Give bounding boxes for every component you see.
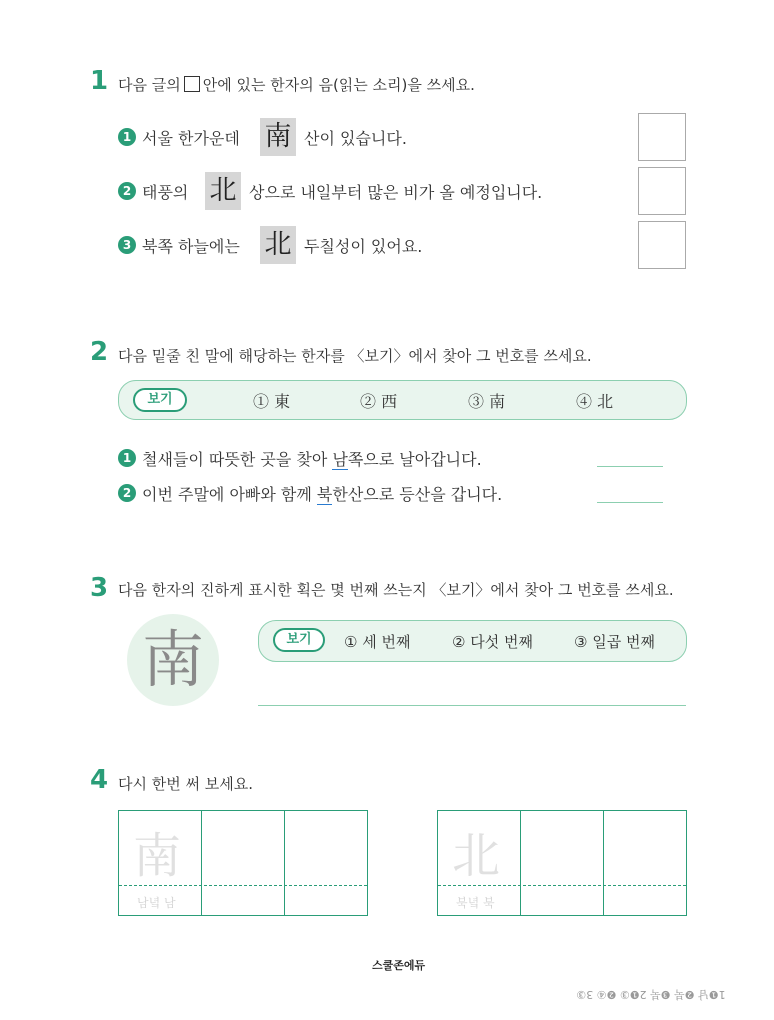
bogi-option: ① 세 번째: [344, 633, 411, 651]
bogi-option: ③ 일곱 번째: [574, 633, 655, 651]
bogi-option: ② 다섯 번째: [452, 633, 533, 651]
hanja-box: 北: [205, 172, 241, 210]
question-4-prompt: 다시 한번 써 보세요.: [118, 775, 253, 793]
item-text-after: 상으로 내일부터 많은 비가 올 예정입니다.: [249, 183, 543, 202]
prompt-before: 다음 글의: [118, 76, 181, 94]
trace-hanja: 南: [133, 828, 182, 884]
answer-line[interactable]: [258, 705, 686, 706]
item-number-badge: 1: [118, 449, 136, 467]
question-4-number: 4: [90, 765, 109, 795]
item-number-badge: 3: [118, 236, 136, 254]
trace-hanja: 北: [452, 828, 501, 884]
grid-cell-divider: [201, 811, 202, 915]
item-number-badge: 1: [118, 128, 136, 146]
writing-grid-nam: [118, 810, 368, 916]
item-text-before: 태풍의: [142, 183, 189, 202]
writing-grid-buk: [437, 810, 687, 916]
item-number-badge: 2: [118, 182, 136, 200]
publisher-logo: 스쿨존에듀: [372, 959, 426, 972]
grid-cell-divider: [603, 811, 604, 915]
item-number-badge: 2: [118, 484, 136, 502]
prompt-after: 안에 있는 한자의 음(읽는 소리)을 쓰세요.: [202, 76, 475, 94]
sentence-before: 철새들이 따뜻한 곳을 찾아: [142, 450, 333, 469]
question-1-number: 1: [90, 66, 109, 96]
hanja-box: 南: [260, 118, 296, 156]
answer-box[interactable]: [638, 221, 686, 269]
underlined-word: 북: [316, 485, 333, 504]
answer-box[interactable]: [638, 113, 686, 161]
q2-item-sentence: [142, 447, 482, 470]
item-text-before: 북쪽 하늘에는: [142, 237, 240, 256]
question-3-number: 3: [90, 573, 109, 603]
write-cell[interactable]: [286, 811, 366, 915]
answer-line[interactable]: [597, 466, 663, 467]
item-text-after: 두칠성이 있어요.: [304, 237, 423, 256]
question-1-prompt: [118, 74, 475, 95]
grid-cell-divider: [284, 811, 285, 915]
hanja-stroke-character: 南: [141, 623, 204, 696]
write-cell[interactable]: [522, 811, 602, 915]
answer-box[interactable]: [638, 167, 686, 215]
bogi-option: ④ 北: [576, 392, 614, 411]
sentence-before: 이번 주말에 아빠와 함께: [142, 485, 317, 504]
hanja-meaning-label: 남녘 남: [137, 896, 176, 910]
hanja-meaning-label: 북녘 북: [456, 896, 495, 910]
sentence-after: 한산으로 등산을 갑니다.: [332, 485, 503, 504]
item-text-after: 산이 있습니다.: [304, 129, 407, 148]
sentence-after: 쪽으로 날아갑니다.: [347, 450, 482, 469]
question-2-number: 2: [90, 337, 109, 367]
write-cell[interactable]: [203, 811, 283, 915]
grid-cell-divider: [520, 811, 521, 915]
item-text-before: 서울 한가운데: [142, 129, 240, 148]
blank-square-icon: [184, 76, 200, 92]
question-2-prompt: 다음 밑줄 친 말에 해당하는 한자를 〈보기〉에서 찾아 그 번호를 쓰세요.: [118, 347, 592, 365]
answer-line[interactable]: [597, 502, 663, 503]
bogi-label: 보기: [133, 388, 187, 412]
hanja-box: 北: [260, 226, 296, 264]
bogi-label: 보기: [273, 628, 325, 652]
answer-key-upside-down: 1❶남 ❷북 ❸북 2❶③ ❷④ 3③: [576, 988, 726, 1001]
question-3-prompt: 다음 한자의 진하게 표시한 획은 몇 번째 쓰는지 〈보기〉에서 찾아 그 번호를 쓰세요.: [118, 581, 674, 599]
bogi-option: ② 西: [360, 392, 398, 411]
underlined-word: 남: [332, 450, 348, 469]
bogi-option: ③ 南: [468, 392, 506, 411]
q2-item-sentence: [142, 482, 502, 505]
bogi-option: ① 東: [253, 392, 291, 411]
write-cell[interactable]: [605, 811, 685, 915]
